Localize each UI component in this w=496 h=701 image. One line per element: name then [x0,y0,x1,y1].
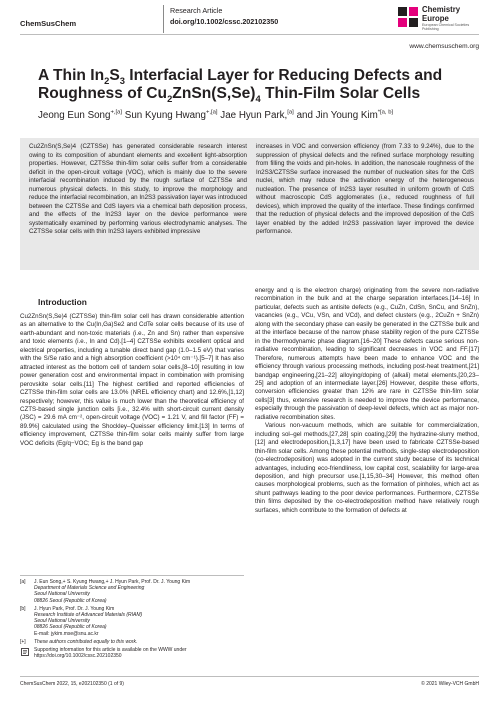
equal-contribution-note: [+] These authors contributed equally to this work. [20,638,138,645]
article-title: A Thin $In_2S_3$ Interfacial Layer for Reducing Defects and Roughness of $Cu_2ZnSn(S,Se)_4$ Thin-Film Solar Cells [38,67,443,105]
journal-website-link[interactable]: www.chemsuschem.org [409,43,479,50]
affiliation-footnotes [20,579,244,659]
article-type: Research Article [170,6,223,15]
author-name: Jin Young Kim [315,110,378,121]
contact-email-link[interactable]: E-mail: jykim.mse@snu.ac.kr [34,630,99,637]
paragraph: Cu2ZnSn(S,Se)4 (CZTSSe) thin-film solar cell has drawn considerable attention as an alternative to the Cu(In,Ga)Se2 and CdTe solar cells because of its use of earth-abundant and non-toxic materials (i.e., Zn and Sn) rather than expensive and toxic elements (i.e., In and Cd).[1–4] CZTSSe exhibits excellent optical and electrical properties, including a tunable direct band gap (1.0–1.5 eV) that varies with the S/Se ratio and a high absorption coefficient (>10⁴ cm⁻¹).[5–7] It has also attracted interest as the bottom cell of tandem solar cells,[8–10] resulting in low power generation cost and environmental impact in combination with promising perovskite solar cells.[11] The highest certified and reported efficiencies of CZTSSe thin-film solar cells are 13.0% (NREL efficiency chart) and 12.6%,[1,12] respectively; however, this value is much lower than the theoretical efficiency of CZTS-based single junction cells [i.e., 32.4% with short-circuit current density (JSC) = 29.6 mA cm⁻², open-circuit voltage (VOC) = 1.21 V, and fill factor (FF) = 89.9%] calculated using the Shockley–Queisser efficiency limit.[13] In terms of efficiency improvement, CZTSSe thin-film solar cells mainly suffer from large VOC deficits (Eg/q−VOC; Eg is the band gap [20,313,244,447]
footer-copyright: © 2021 Wiley-VCH GmbH [421,681,479,687]
journal-name: ChemSusChem [20,19,77,28]
supporting-information-note[interactable]: Supporting information for this article is available on the WWW under https://doi.org/10.1002/cssc.202102350 [20,647,244,659]
publisher-brand[interactable] [397,5,479,33]
header-divider [163,5,164,33]
affiliation-a: [a] J. Eun Song,+ S. Kyung Hwang,+ J. Hyun Park, Prof. Dr. J. Young Kim Department of Materials Science and Engineering Seoul National University 08826 Seoul (Republic of Korea) [20,579,191,604]
supporting-information-icon [21,648,29,656]
author-name: Sun Kyung Hwang [124,110,206,121]
body-column-left [20,313,244,448]
footer-citation: ChemSusChem 2022, 15, e202102350 (1 of 9) [20,681,124,687]
abstract-box [20,138,479,270]
abstract-column-right: increases in VOC and conversion efficiency (from 7.33 to 9.24%), due to the suppression of physical defects and the refined surface morphology resulting from filling the voids and pin-holes. In addition, the nanoscale roughness of the In2S3/CZTSSe surface increased the number of nucleation sites for the CdS nuclei, which may reduce the activation energy of the heterogeneous nucleation. The presence of In2S3 layer resulted in uniform growth of CdS without macroscopic CdS agglomerates (i.e., reduced roughness of full devices), which improved the quality of the interface. These findings confirmed that the reduction of physical defects and the improved deposition of the CdS layer enabled by the added In2S3 passivation layer improved the device performance. [256,143,474,236]
footnote-rule [20,575,244,576]
doi-link[interactable]: doi.org/10.1002/cssc.202102350 [170,17,279,26]
abstract-column-left: Cu2ZnSn(S,Se)4 (CZTSSe) has generated considerable research interest owing to its composition of abundant elements and excellent light-absorption properties. However, CZTSSe thin-film solar cells suffer from a considerable deficit in the open-circuit voltage (VOC), which is mainly due to the severe interfacial recombination induced by the rough surface of CZTSSe and numerous physical defects. In this study, to improve the morphology and reduce the interfacial recombination, an In2S3 passivation layer was introduced between the CZTSSe and CdS layers via a chemical bath deposition process, and the effects of the In2S3 layer on the device performance were systematically examined by performing various electrodynamic analyses. The CZTSSe solar cells with thin In2S3 layers exhibited impressive [29,143,247,236]
author-name: Jae Hyun Park, [220,110,288,121]
brand-name: Chemistry Europe [422,5,461,23]
paragraph: Various non-vacuum methods, which are suitable for commercialization, including sol–gel methods,[27,28] spin coating,[29] the hydrazine-slurry method,[12] and electrodeposition,[1,3,17] have been used to fabricate CZTSSe-based thin-film solar cells. Among these potential methods, single-step electrodeposition (co-electrodeposition) was adopted in the current study because of its technical advantages, including eco-friendliness, low capital cost, scalability for large-area deposition, and high precursor use.[1,15,30–34] However, this method often causes morphological problems, such as the formation of pinholes, which act as shunt pathways leading to the poor device performances. Furthermore, CZTSSe thin films deposited by the co-electrodeposition method have relatively rough surfaces, which contribute to the formation of defects at [255,422,479,514]
header-rule [20,34,479,35]
paragraph: energy and q is the electron charge) originating from the severe non-radiative recombination in the bulk and at the charge separation interfaces.[14–16] In particular, defects such as antisite defects (e.g., CuZn, CdSn, SnCu, and SnZn), vacancies (e.g., VCu, VSn, and VCd), and defect clusters (e.g., 2CuZn + SnZn) along with the secondary phase can easily be generated in the CZTSSe bulk and at the interface because of the narrow phase stability region of the pure CZTSSe in the thermodynamic phase diagram.[16–20] These defects cause serious non-radiative recombination, leading to significant decreases in VOC and FF.[17] Therefore, numerous attempts have been made to enhance VOC and the efficiency through various processing methods, including post-heat treatment,[21] bandgap engineering,[21–22] alloying/doping of (alkali) metal elements,[20,23–25] and adoption of an intermediate layer.[26] However, despite these efforts, conversion efficiencies greater than 12% are rare in CZTSSe thin-film solar cells[3] thus, extensive research is needed to improve the device performance, especially through the passivation of deep-level defects, which act as major non-radiative recombination sites. [255,287,479,421]
affiliation-b: [b] J. Hyun Park, Prof. Dr. J. Young Kim Research Institute of Advanced Materials (RIAM) Seoul National University 08826 Seoul (Republic of Korea) E-mail: jykim.mse@snu.ac.kr [20,606,244,637]
author-name: Jeong Eun Song [38,110,111,121]
brand-subtitle: European Chemical Societies Publishing [422,23,470,31]
chemistry-europe-logo-icon [397,6,419,28]
footer-rule [20,676,479,677]
body-column-right [255,287,479,515]
author-list: Jeong Eun Song$^{+,[a]}$ Sun Kyung Hwang$^{+,[a]}$ Jae Hyun Park,[a] and Jin Young Kim$^{*[a, b]}$ [38,109,394,121]
section-heading-introduction: Introduction [38,297,87,307]
